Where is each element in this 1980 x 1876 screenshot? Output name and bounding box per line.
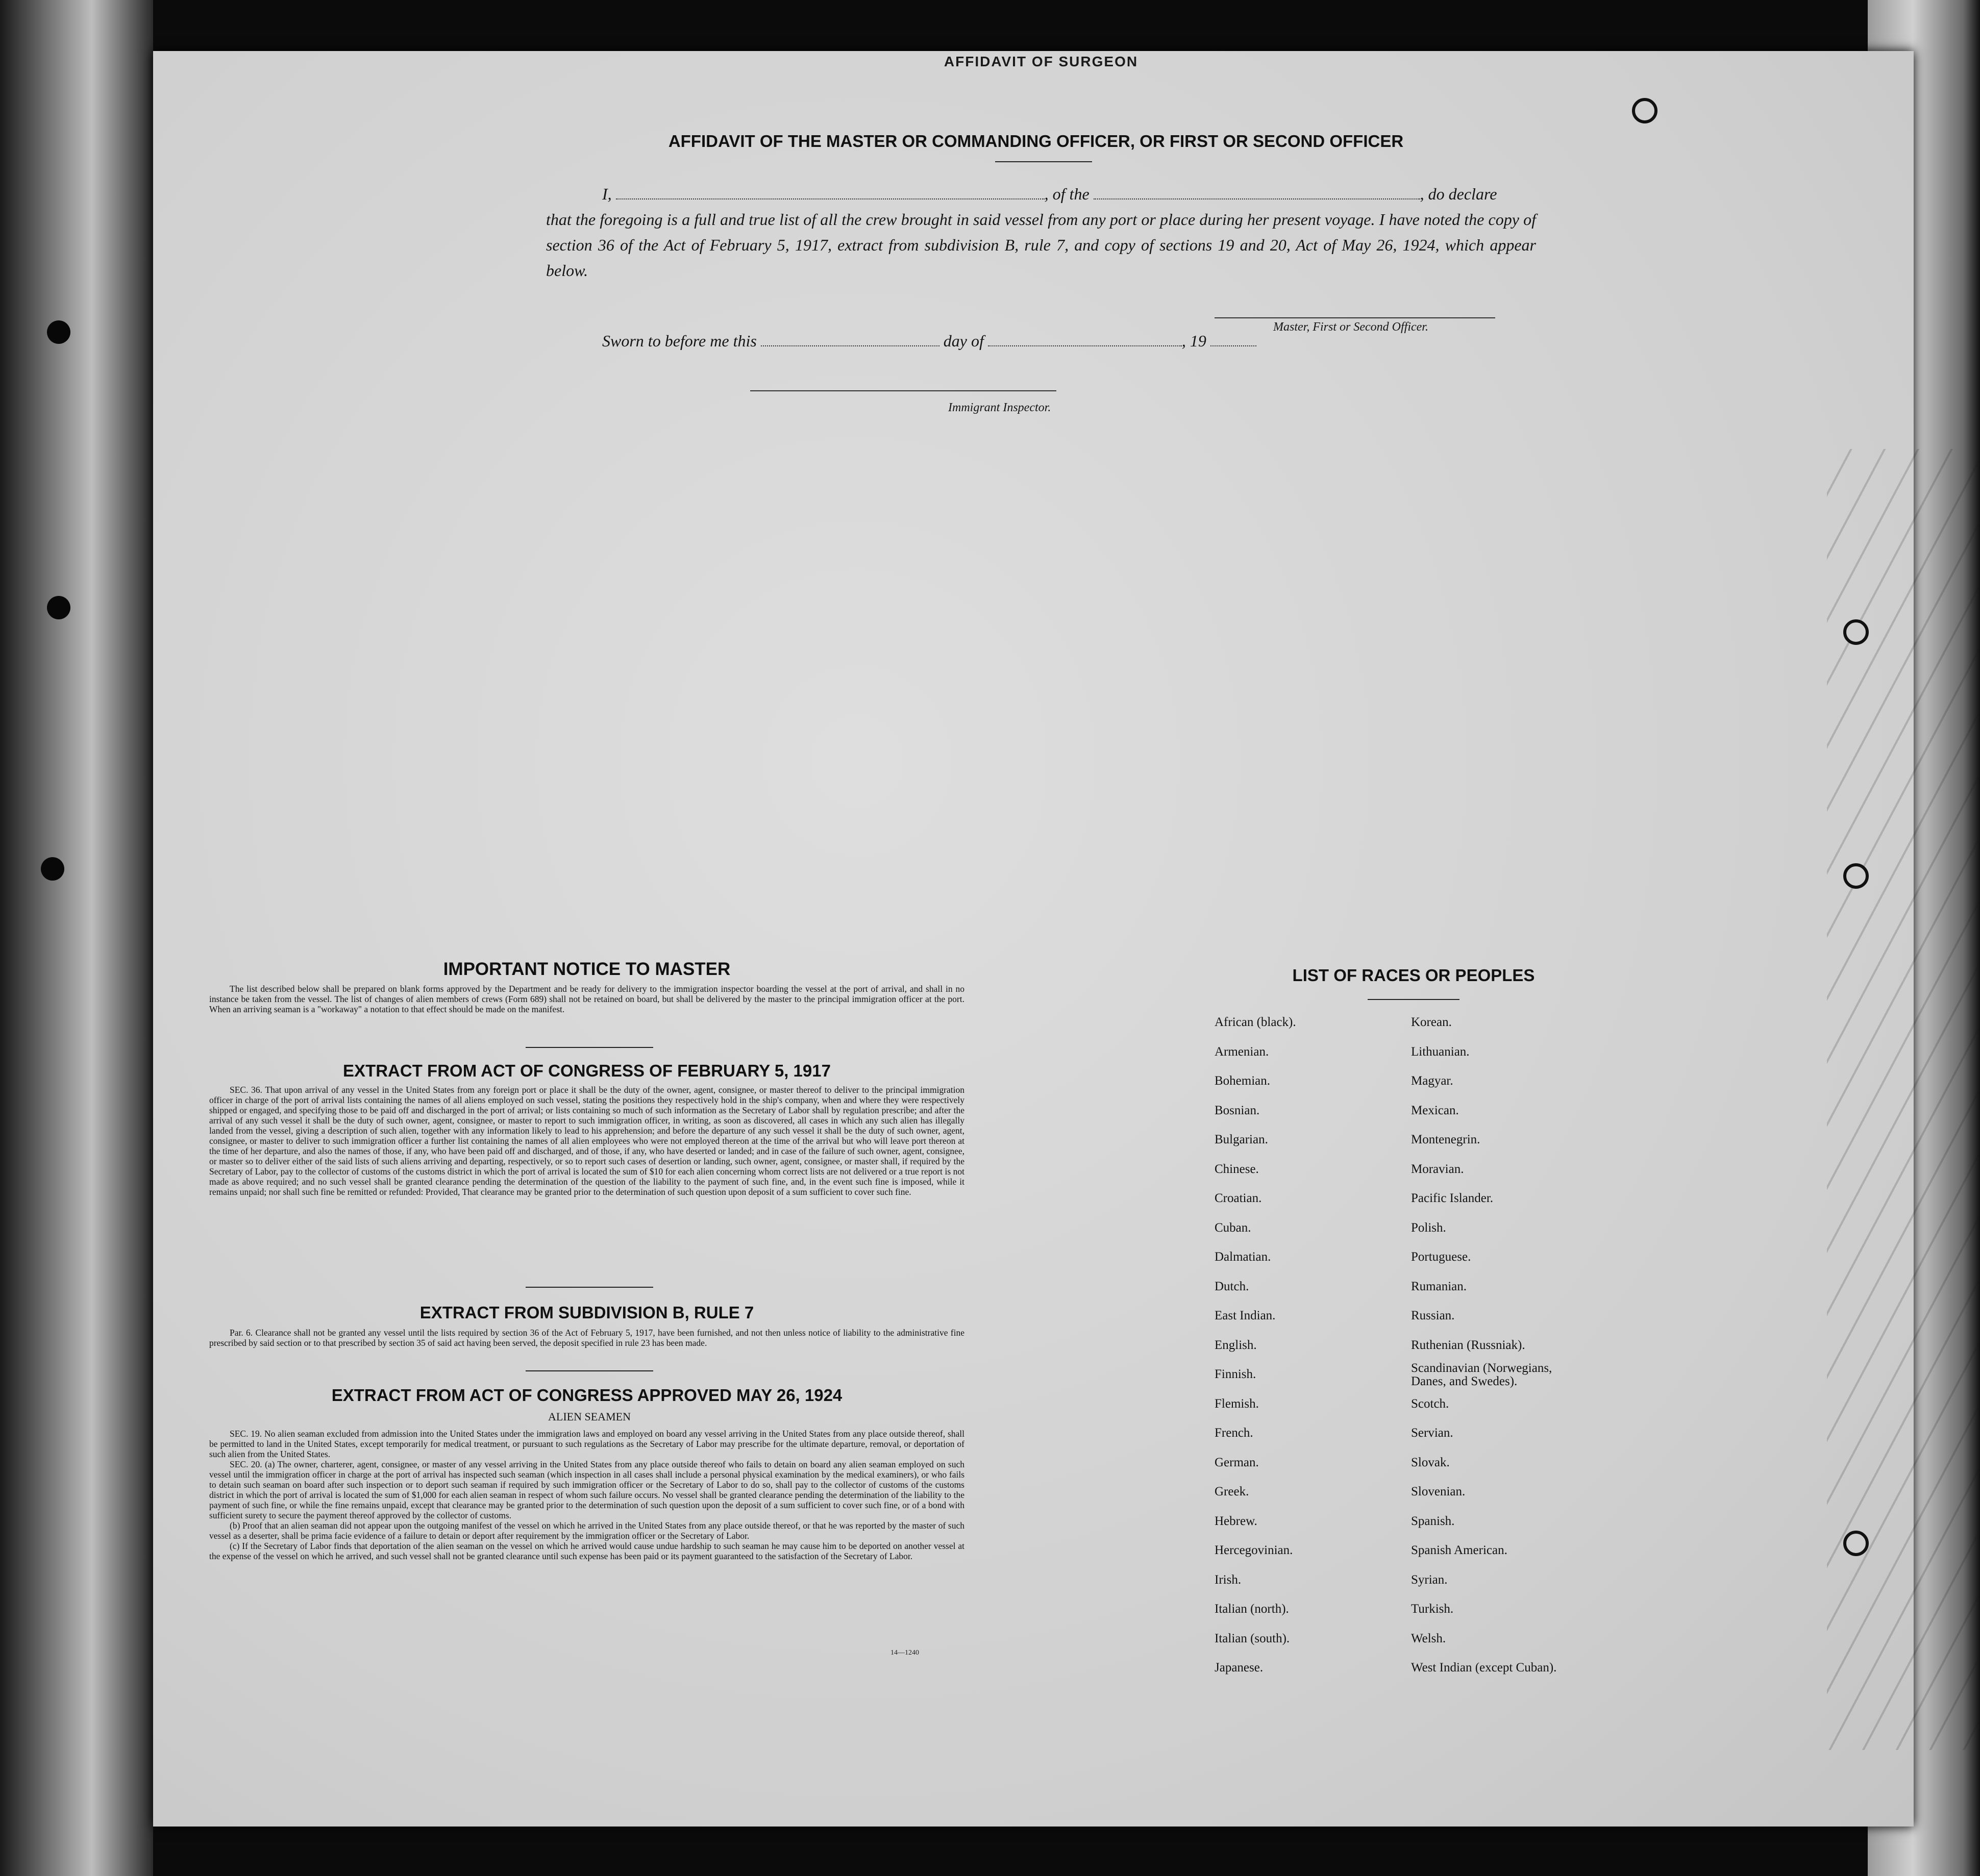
race-item: Scotch. [1411, 1396, 1449, 1411]
master-signature-line[interactable] [1215, 317, 1495, 318]
sworn-year-blank[interactable] [1210, 332, 1256, 346]
race-item: Moravian. [1411, 1162, 1464, 1176]
rule7-rule [526, 1370, 653, 1371]
bleed-through-crew-list [1827, 449, 1980, 1750]
affidavit-of-the: , of the [1044, 185, 1090, 203]
race-item: Greek. [1215, 1485, 1249, 1498]
race-item: African (black). [1215, 1015, 1296, 1029]
affidavit-body: that the foregoing is a full and true list of all the crew brought in said vessel from any port or place during her present voyage. I have noted the copy of section 36 of the Act of February 5, 1917, extract from subdivision B, rule 7, and copy of sections 19 and 20, Act of May 26, 1924, which appear below. [546, 210, 1536, 280]
underlying-pages-left [0, 0, 153, 1876]
section-36-paragraph: SEC. 36. That upon arrival of any vessel in the United States from any foreign port or place it shall be the duty of the owner, agent, consignee, or master thereof to deliver to the principal immigration officer in charge of the port of arrival lists containing the names of all aliens employed on such vessel, stating the positions they respectively hold in the ship's company, when and where they were respectively shipped or engaged, and specifying those to be paid off and discharged in the port of arrival; or lists containing so much of such information as the Secretary of Labor shall by regulation prescribe; and after the arrival of any such vessel it shall be the duty of such owner, agent, consignee, or master to report to such immigration officer, in writing, as soon as discovered, all cases in which any such alien has illegally landed from the vessel, giving a description of such alien, together with any information likely to lead to his apprehension; and before the departure of any such vessel it shall be the duty of such owner, agent, consignee, or master to deliver to such immigration officer a further list containing the names of all alien employees who were not employed thereon at the time of the arrival but who will leave port thereon at the time of her departure, and also the names of those, if any, who have been paid off and discharged, and of those, if any, who have deserted or landed; and in case of the failure of such owner, agent, consignee, or master so to deliver either of the said lists of such aliens arriving and departing, respectively, or so to report such cases of desertion or landing, such owner, agent, consignee, or master shall, if required by the Secretary of Labor, pay to the collector of customs of the customs district in which the port of arrival is located the sum of $10 for each alien concerning whom correct lists are not delivered or a true report is not made as above required; and no such vessel shall be granted clearance pending the determination of the question of the liability to the payment of such fine, and, in the event such fine is imposed, while it remains unpaid; nor shall such fine be remitted or refunded: Provided, That clearance may be granted prior to the determination of such question upon deposit of a sum sufficient to cover such fine. [209, 1085, 964, 1197]
race-item: English. [1215, 1338, 1257, 1352]
race-item: Spanish American. [1411, 1543, 1507, 1557]
notice-text [209, 984, 964, 1014]
race-item: Welsh. [1411, 1631, 1446, 1645]
race-item: Syrian. [1411, 1572, 1448, 1587]
section-20c-paragraph: (c) If the Secretary of Labor finds that deportation of the alien seaman on the vessel on which he arrived would cause undue hardship to such seaman he may cause him to be deported on another vessel at the expense of the vessel on which he arrived, and such vessel shall not be granted clearance until such expense has been paid or its payment guaranteed to the satisfaction of the Secretary of Labor. [209, 1541, 964, 1561]
sworn-month-blank[interactable] [988, 332, 1182, 346]
section-20a-paragraph: SEC. 20. (a) The owner, charterer, agent, consignee, or master of any vessel arriving in the United States from any place outside thereof who fails to detain on board any alien seaman employed on such vessel until the immigration officer in charge at the port of arrival has inspected such seaman (which inspection in all cases shall include a personal physical examination by the medical examiners), or who fails to detain such seaman on board after such inspection or to deport such seaman if required by such immigration officer or the Secretary of Labor to do so, shall pay to the collector of customs of the customs district in which the port of arrival is located the sum of $1,000 for each alien seaman in respect of whom such failure occurs. No vessel shall be granted clearance pending the determination of the liability to the payment of such fine, or while the fine remains unpaid, except that clearance may be granted prior to the determination of such question upon the deposit of a sum sufficient to cover such fine, or of a bond with sufficient surety to secure the payment thereof approved by the collector of customs. [209, 1459, 964, 1520]
race-item: Italian (north). [1215, 1602, 1289, 1616]
sworn-prefix: Sworn to before me this [602, 332, 757, 350]
race-item: Japanese. [1215, 1661, 1264, 1674]
race-item: Hercegovinian. [1215, 1543, 1293, 1557]
rule7-title: EXTRACT FROM SUBDIVISION B, RULE 7 [419, 1303, 754, 1322]
race-item: Spanish. [1411, 1514, 1455, 1528]
extract-1917-title: EXTRACT FROM ACT OF CONGRESS OF FEBRUARY 5, 1917 [343, 1061, 831, 1080]
sworn-day-of: day of [943, 332, 984, 350]
extract-1924-text [209, 1429, 964, 1561]
races-left-column [1215, 1008, 1296, 1683]
race-item: Italian (south). [1215, 1631, 1290, 1645]
races-right-column [1411, 1008, 1585, 1683]
alien-seamen-subtitle: ALIEN SEAMEN [548, 1410, 631, 1423]
race-item: Bohemian. [1215, 1074, 1271, 1088]
name-blank[interactable] [616, 185, 1045, 199]
sworn-day-blank[interactable] [761, 332, 939, 346]
race-item: Pacific Islander. [1411, 1191, 1494, 1205]
sworn-year-prefix: , 19 [1181, 332, 1206, 350]
race-item: Servian. [1411, 1426, 1453, 1440]
section-19-paragraph: SEC. 19. No alien seaman excluded from admission into the United States under the immigration laws and employed on board any vessel arriving in the United States from any place outside thereof, shall be permitted to land in the United States, except temporarily for medical treatment, or pursuant to such regulations as the Secretary of Labor may prescribe for the ultimate departure, removal, or deportation of such alien from the United States. [209, 1429, 964, 1459]
race-item: Portuguese. [1411, 1250, 1471, 1264]
punch-hole-top-center [1632, 98, 1657, 123]
notice-paragraph: The list described below shall be prepared on blank forms approved by the Department and be ready for delivery to the immigration inspector boarding the vessel at the port of arrival, and shall in no instance be taken from the vessel. The list of changes of alien members of crews (Form 689) shall not be retained on board, but shall be delivered by the master to the principal immigration officer at the port. When an arriving seaman is a "workaway" a notation to that effect should be made on the manifest. [209, 984, 964, 1014]
race-item: Lithuanian. [1411, 1044, 1470, 1059]
race-item: Scandinavian (Norwegians, Danes, and Swedes). [1411, 1361, 1552, 1388]
race-item: German. [1215, 1455, 1259, 1469]
section-20b-paragraph: (b) Proof that an alien seaman did not appear upon the outgoing manifest of the vessel on which he arrived in the United States from any place outside thereof, or that he was reported by the master of such vessel as a deserter, shall be prima facie evidence of a failure to detain or deport after requirement by the immigration officer or the Secretary of Labor. [209, 1520, 964, 1541]
affidavit-declare-line [546, 181, 1536, 207]
vessel-blank[interactable] [1094, 185, 1420, 199]
race-item: Mexican. [1411, 1103, 1459, 1117]
race-item: Dutch. [1215, 1279, 1249, 1293]
race-item: Chinese. [1215, 1162, 1259, 1176]
rule7-text [209, 1328, 964, 1348]
race-item: Dalmatian. [1215, 1250, 1271, 1264]
binder-hole-left-3 [41, 857, 64, 881]
race-item: Russian. [1411, 1309, 1455, 1322]
master-signature-label: Master, First or Second Officer. [1273, 320, 1428, 334]
race-item: Korean. [1411, 1015, 1452, 1029]
race-item: Bosnian. [1215, 1103, 1260, 1117]
race-item: French. [1215, 1426, 1253, 1440]
affidavit-i: I, [602, 185, 612, 203]
race-item: Rumanian. [1411, 1279, 1467, 1293]
notice-title: IMPORTANT NOTICE TO MASTER [443, 959, 731, 979]
binder-hole-left-1 [47, 320, 70, 344]
rule7-paragraph: Par. 6. Clearance shall not be granted any vessel until the lists required by section 36 of the Act of February 5, 1917, have been furnished, and not then unless notice of liability to the administrative fine prescribed by said section or to that prescribed by section 35 of said act having been served, the deposit specified in rule 23 has been made. [209, 1328, 964, 1348]
race-item: Slovak. [1411, 1455, 1450, 1469]
race-item: East Indian. [1215, 1309, 1276, 1322]
top-header-strip: AFFIDAVIT OF SURGEON [944, 54, 1138, 69]
notice-rule [526, 1047, 653, 1048]
race-item: Ruthenian (Russniak). [1411, 1338, 1525, 1352]
race-item: Irish. [1215, 1572, 1242, 1587]
extract-1917-text [209, 1085, 964, 1197]
form-code: 14—1240 [890, 1649, 919, 1657]
race-item: Magyar. [1411, 1074, 1453, 1088]
races-title-rule [1368, 999, 1459, 1000]
race-item: Croatian. [1215, 1191, 1262, 1205]
race-item: West Indian (except Cuban). [1411, 1661, 1557, 1674]
races-title: LIST OF RACES OR PEOPLES [1292, 966, 1535, 985]
race-item: Finnish. [1215, 1367, 1256, 1381]
race-item: Turkish. [1411, 1602, 1454, 1616]
affidavit-do-declare: , do declare [1420, 185, 1497, 203]
punch-hole-right-2 [1843, 863, 1869, 889]
binder-hole-left-2 [47, 596, 70, 619]
race-item: Flemish. [1215, 1396, 1259, 1411]
inspector-label: Immigrant Inspector. [948, 401, 1051, 414]
extract-1917-rule [526, 1287, 653, 1288]
race-item: Polish. [1411, 1220, 1446, 1235]
extract-1924-title: EXTRACT FROM ACT OF CONGRESS APPROVED MAY 26, 1924 [331, 1386, 843, 1405]
race-item: Bulgarian. [1215, 1133, 1268, 1146]
race-item: Slovenian. [1411, 1485, 1466, 1498]
inspector-signature-line[interactable] [750, 390, 1056, 391]
affidavit-body-block [546, 181, 1536, 283]
punch-hole-right-1 [1843, 619, 1869, 645]
race-item: Hebrew. [1215, 1514, 1257, 1528]
sworn-line [602, 332, 1256, 351]
race-item: Montenegrin. [1411, 1133, 1480, 1146]
race-item: Cuban. [1215, 1220, 1251, 1235]
affidavit-title: AFFIDAVIT OF THE MASTER OR COMMANDING OFFICER, OR FIRST OR SECOND OFFICER [668, 132, 1404, 151]
affidavit-title-rule [995, 161, 1092, 162]
punch-hole-right-3 [1843, 1531, 1869, 1556]
race-item: Armenian. [1215, 1044, 1269, 1059]
